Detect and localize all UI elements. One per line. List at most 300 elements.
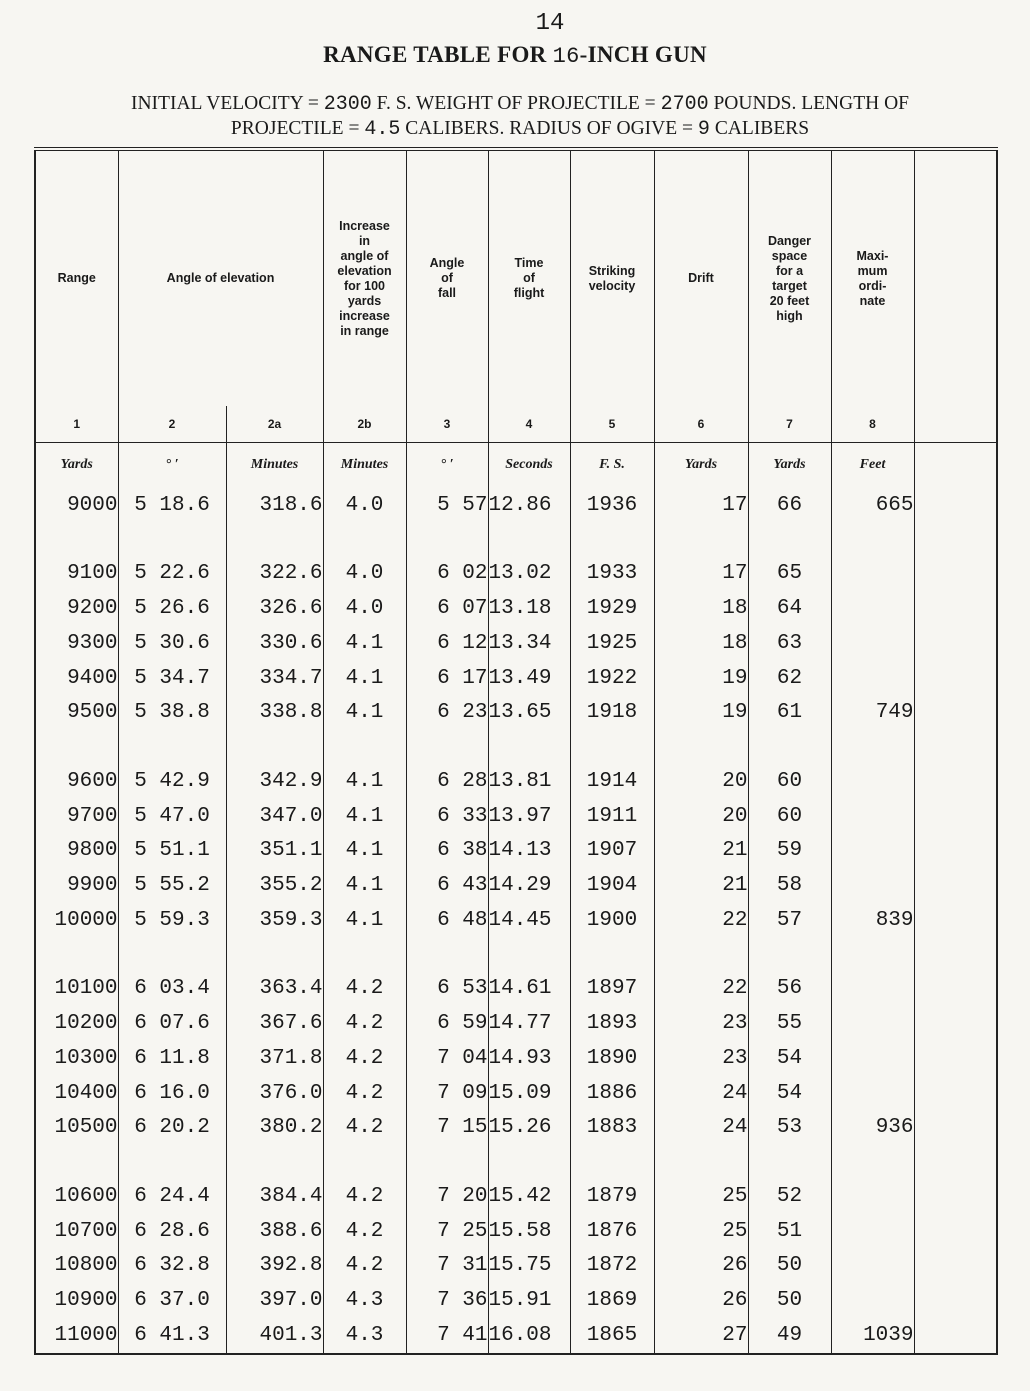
range-cell: 10400 [35,1076,118,1111]
header-increase-in-elevation: Increase in angle of elevation for 100 yards increase in range [323,149,406,406]
blank-cell [914,764,997,799]
spacer-row [35,1145,997,1179]
striking-velocity-cell: 1890 [570,1041,654,1076]
drift-cell: 21 [654,868,748,903]
subtitle-line-1 [40,92,1000,117]
subtitle-text: POUNDS. LENGTH OF [713,93,910,114]
time-of-flight-cell: 14.61 [488,971,570,1006]
drift-cell: 17 [654,556,748,591]
elevation-minutes-cell: 376.0 [226,1076,323,1111]
elevation-increase-cell: 4.0 [323,591,406,626]
table-body [35,443,997,1355]
drift-cell: 22 [654,903,748,938]
unit-blank [914,443,997,488]
danger-space-cell: 49 [748,1318,831,1354]
spacer-cell [570,523,654,557]
striking-velocity-cell: 1922 [570,661,654,696]
range-cell: 10600 [35,1179,118,1214]
elevation-increase-cell: 4.2 [323,1214,406,1249]
elevation-minutes-cell: 397.0 [226,1283,323,1318]
spacer-cell [406,523,488,557]
elevation-deg-min-cell: 6 24.4 [118,1179,226,1214]
column-number: 2b [323,406,406,443]
spacer-cell [831,938,914,972]
range-cell: 10500 [35,1110,118,1145]
striking-velocity-cell: 1925 [570,626,654,661]
spacer-cell [914,730,997,764]
striking-velocity-cell: 1869 [570,1283,654,1318]
blank-cell [914,1318,997,1354]
spacer-cell [570,938,654,972]
angle-of-fall-cell: 6 38 [406,833,488,868]
max-ordinate-cell: 936 [831,1110,914,1145]
range-cell: 10800 [35,1248,118,1283]
column-number: 8 [831,406,914,443]
elevation-minutes-cell: 384.4 [226,1179,323,1214]
elevation-deg-min-cell: 5 59.3 [118,903,226,938]
spacer-cell [654,523,748,557]
range-cell: 10100 [35,971,118,1006]
danger-space-cell: 50 [748,1248,831,1283]
striking-velocity-cell: 1918 [570,695,654,730]
elevation-minutes-cell: 355.2 [226,868,323,903]
drift-cell: 22 [654,971,748,1006]
spacer-cell [570,1145,654,1179]
time-of-flight-cell: 14.29 [488,868,570,903]
header-maximum-ordinate: Maxi- mum ordi- nate [831,149,914,406]
elevation-increase-cell: 4.2 [323,1041,406,1076]
striking-velocity-cell: 1865 [570,1318,654,1354]
striking-velocity-cell: 1886 [570,1076,654,1111]
unit-label: Seconds [488,443,570,488]
striking-velocity-cell: 1897 [570,971,654,1006]
danger-space-cell: 54 [748,1076,831,1111]
elevation-increase-cell: 4.2 [323,1076,406,1111]
header-row [35,149,997,406]
max-ordinate-cell [831,661,914,696]
ogive-radius-value: 9 [697,118,710,141]
page-number: 14 [535,10,565,37]
table-row [35,488,997,523]
max-ordinate-cell [831,1179,914,1214]
spacer-row [35,938,997,972]
range-cell: 10900 [35,1283,118,1318]
column-number: 4 [488,406,570,443]
spacer-cell [406,1145,488,1179]
range-table [34,147,998,1355]
drift-cell: 20 [654,799,748,834]
blank-cell [914,1041,997,1076]
projectile-length-value: 4.5 [364,118,401,141]
drift-cell: 20 [654,764,748,799]
elevation-increase-cell: 4.1 [323,833,406,868]
blank-cell [914,903,997,938]
angle-of-fall-cell: 6 23 [406,695,488,730]
drift-cell: 26 [654,1283,748,1318]
range-cell: 10700 [35,1214,118,1249]
blank-cell [914,1179,997,1214]
elevation-deg-min-cell: 6 37.0 [118,1283,226,1318]
danger-space-cell: 52 [748,1179,831,1214]
max-ordinate-cell [831,833,914,868]
elevation-deg-min-cell: 6 28.6 [118,1214,226,1249]
range-cell: 10300 [35,1041,118,1076]
danger-space-cell: 51 [748,1214,831,1249]
time-of-flight-cell: 14.45 [488,903,570,938]
angle-of-fall-cell: 7 20 [406,1179,488,1214]
elevation-deg-min-cell: 5 34.7 [118,661,226,696]
danger-space-cell: 60 [748,799,831,834]
danger-space-cell: 62 [748,661,831,696]
striking-velocity-cell: 1893 [570,1006,654,1041]
table-row [35,661,997,696]
time-of-flight-cell: 13.34 [488,626,570,661]
subtitle-text: CALIBERS [714,118,810,139]
unit-label: Minutes [226,443,323,488]
elevation-deg-min-cell: 6 32.8 [118,1248,226,1283]
blank-cell [914,626,997,661]
spacer-cell [35,938,118,972]
unit-label: ° ′ [118,443,226,488]
danger-space-cell: 59 [748,833,831,868]
max-ordinate-cell [831,971,914,1006]
spacer-cell [406,938,488,972]
striking-velocity-cell: 1936 [570,488,654,523]
blank-cell [914,1110,997,1145]
drift-cell: 19 [654,661,748,696]
table-row [35,1214,997,1249]
elevation-minutes-cell: 322.6 [226,556,323,591]
elevation-increase-cell: 4.0 [323,488,406,523]
spacer-cell [748,938,831,972]
striking-velocity-cell: 1900 [570,903,654,938]
time-of-flight-cell: 13.49 [488,661,570,696]
spacer-cell [226,938,323,972]
unit-label: ° ′ [406,443,488,488]
spacer-cell [748,1145,831,1179]
danger-space-cell: 63 [748,626,831,661]
elevation-deg-min-cell: 5 42.9 [118,764,226,799]
blank-cell [914,695,997,730]
drift-cell: 18 [654,591,748,626]
table-row [35,799,997,834]
angle-of-fall-cell: 6 43 [406,868,488,903]
blank-cell [914,1248,997,1283]
blank-cell [914,556,997,591]
elevation-deg-min-cell: 6 16.0 [118,1076,226,1111]
table-row [35,1179,997,1214]
elevation-deg-min-cell: 6 41.3 [118,1318,226,1354]
danger-space-cell: 60 [748,764,831,799]
drift-cell: 26 [654,1248,748,1283]
drift-cell: 19 [654,695,748,730]
drift-cell: 23 [654,1041,748,1076]
title-prefix: RANGE TABLE FOR [323,42,547,67]
danger-space-cell: 53 [748,1110,831,1145]
range-cell: 9500 [35,695,118,730]
max-ordinate-cell [831,591,914,626]
range-cell: 9300 [35,626,118,661]
elevation-increase-cell: 4.3 [323,1283,406,1318]
danger-space-cell: 58 [748,868,831,903]
elevation-minutes-cell: 330.6 [226,626,323,661]
spacer-cell [488,523,570,557]
unit-label: F. S. [570,443,654,488]
angle-of-fall-cell: 5 57 [406,488,488,523]
elevation-deg-min-cell: 5 51.1 [118,833,226,868]
elevation-minutes-cell: 380.2 [226,1110,323,1145]
elevation-minutes-cell: 359.3 [226,903,323,938]
max-ordinate-cell [831,626,914,661]
angle-of-fall-cell: 6 12 [406,626,488,661]
elevation-minutes-cell: 363.4 [226,971,323,1006]
elevation-minutes-cell: 326.6 [226,591,323,626]
table-row [35,868,997,903]
table-row [35,1076,997,1111]
max-ordinate-cell: 749 [831,695,914,730]
blank-cell [914,971,997,1006]
spacer-cell [831,523,914,557]
blank-cell [914,661,997,696]
striking-velocity-cell: 1904 [570,868,654,903]
spacer-cell [488,730,570,764]
drift-cell: 18 [654,626,748,661]
units-row [35,443,997,488]
elevation-deg-min-cell: 5 30.6 [118,626,226,661]
table-row [35,764,997,799]
column-number: 6 [654,406,748,443]
range-cell: 9900 [35,868,118,903]
spacer-cell [831,1145,914,1179]
header-angle-of-fall: Angle of fall [406,149,488,406]
initial-velocity-value: 2300 [323,93,372,116]
spacer-cell [914,938,997,972]
elevation-deg-min-cell: 5 18.6 [118,488,226,523]
range-cell: 9200 [35,591,118,626]
danger-space-cell: 66 [748,488,831,523]
header-striking-velocity: Striking velocity [570,149,654,406]
spacer-cell [118,730,226,764]
angle-of-fall-cell: 6 07 [406,591,488,626]
blank-cell [914,1076,997,1111]
range-cell: 9600 [35,764,118,799]
unit-label: Yards [748,443,831,488]
elevation-minutes-cell: 318.6 [226,488,323,523]
elevation-increase-cell: 4.2 [323,971,406,1006]
subtitle-text: PROJECTILE = [230,118,360,139]
elevation-increase-cell: 4.1 [323,799,406,834]
elevation-deg-min-cell: 5 38.8 [118,695,226,730]
time-of-flight-cell: 14.77 [488,1006,570,1041]
spacer-cell [323,730,406,764]
drift-cell: 21 [654,833,748,868]
elevation-deg-min-cell: 5 22.6 [118,556,226,591]
time-of-flight-cell: 16.08 [488,1318,570,1354]
spacer-cell [488,938,570,972]
elevation-increase-cell: 4.3 [323,1318,406,1354]
subtitle-line-2 [40,117,1000,142]
title-caliber: 16 [552,44,580,69]
spacer-cell [654,730,748,764]
elevation-increase-cell: 4.1 [323,661,406,696]
elevation-increase-cell: 4.2 [323,1179,406,1214]
spacer-cell [406,730,488,764]
title-suffix: -INCH GUN [579,42,707,67]
max-ordinate-cell: 1039 [831,1318,914,1354]
time-of-flight-cell: 15.91 [488,1283,570,1318]
unit-label: Yards [35,443,118,488]
elevation-minutes-cell: 367.6 [226,1006,323,1041]
max-ordinate-cell [831,1076,914,1111]
danger-space-cell: 64 [748,591,831,626]
table-row [35,1041,997,1076]
elevation-increase-cell: 4.1 [323,695,406,730]
angle-of-fall-cell: 6 02 [406,556,488,591]
elevation-increase-cell: 4.2 [323,1110,406,1145]
blank-cell [914,868,997,903]
danger-space-cell: 61 [748,695,831,730]
time-of-flight-cell: 15.75 [488,1248,570,1283]
elevation-deg-min-cell: 6 11.8 [118,1041,226,1076]
blank-cell [914,1283,997,1318]
striking-velocity-cell: 1876 [570,1214,654,1249]
max-ordinate-cell [831,764,914,799]
table-row [35,1283,997,1318]
elevation-minutes-cell: 334.7 [226,661,323,696]
elevation-minutes-cell: 347.0 [226,799,323,834]
spacer-cell [226,1145,323,1179]
angle-of-fall-cell: 6 17 [406,661,488,696]
angle-of-fall-cell: 6 33 [406,799,488,834]
column-number: 2 [118,406,226,443]
spacer-cell [748,523,831,557]
spacer-row [35,523,997,557]
angle-of-fall-cell: 7 09 [406,1076,488,1111]
elevation-deg-min-cell: 5 26.6 [118,591,226,626]
blank-cell [914,833,997,868]
table-row [35,695,997,730]
elevation-deg-min-cell: 5 47.0 [118,799,226,834]
spacer-cell [35,730,118,764]
spacer-cell [35,1145,118,1179]
header-range: Range [35,149,118,406]
max-ordinate-cell: 839 [831,903,914,938]
danger-space-cell: 55 [748,1006,831,1041]
angle-of-fall-cell: 7 04 [406,1041,488,1076]
drift-cell: 25 [654,1214,748,1249]
page-title [0,42,1030,69]
striking-velocity-cell: 1914 [570,764,654,799]
spacer-cell [488,1145,570,1179]
subtitle-text: F. S. WEIGHT OF PROJECTILE = [376,93,656,114]
spacer-cell [118,523,226,557]
header-angle-of-elevation: Angle of elevation [118,149,323,406]
spacer-cell [35,523,118,557]
range-cell: 9000 [35,488,118,523]
time-of-flight-cell: 13.81 [488,764,570,799]
danger-space-cell: 54 [748,1041,831,1076]
range-cell: 9100 [35,556,118,591]
angle-of-fall-cell: 6 48 [406,903,488,938]
table-row [35,903,997,938]
elevation-increase-cell: 4.1 [323,764,406,799]
column-number-row [35,406,997,443]
angle-of-fall-cell: 7 31 [406,1248,488,1283]
time-of-flight-cell: 12.86 [488,488,570,523]
angle-of-fall-cell: 7 36 [406,1283,488,1318]
elevation-deg-min-cell: 6 07.6 [118,1006,226,1041]
drift-cell: 24 [654,1110,748,1145]
table-row [35,1248,997,1283]
max-ordinate-cell [831,1041,914,1076]
max-ordinate-cell [831,799,914,834]
header-danger-space: Danger space for a target 20 feet high [748,149,831,406]
table-row [35,1006,997,1041]
blank-cell [914,1006,997,1041]
elevation-minutes-cell: 401.3 [226,1318,323,1354]
striking-velocity-cell: 1933 [570,556,654,591]
striking-velocity-cell: 1879 [570,1179,654,1214]
range-cell: 11000 [35,1318,118,1354]
time-of-flight-cell: 15.26 [488,1110,570,1145]
danger-space-cell: 65 [748,556,831,591]
column-number: 7 [748,406,831,443]
time-of-flight-cell: 15.09 [488,1076,570,1111]
elevation-minutes-cell: 371.8 [226,1041,323,1076]
max-ordinate-cell [831,556,914,591]
table-row [35,1110,997,1145]
range-cell: 10000 [35,903,118,938]
column-number: 5 [570,406,654,443]
drift-cell: 27 [654,1318,748,1354]
time-of-flight-cell: 14.13 [488,833,570,868]
spacer-cell [654,1145,748,1179]
blank-cell [914,488,997,523]
subtitle-text: CALIBERS. RADIUS OF OGIVE = [405,118,694,139]
blank-cell [914,1214,997,1249]
max-ordinate-cell [831,1248,914,1283]
spacer-cell [831,730,914,764]
drift-cell: 23 [654,1006,748,1041]
angle-of-fall-cell: 7 25 [406,1214,488,1249]
max-ordinate-cell [831,1006,914,1041]
elevation-increase-cell: 4.1 [323,903,406,938]
danger-space-cell: 50 [748,1283,831,1318]
spacer-cell [654,938,748,972]
time-of-flight-cell: 14.93 [488,1041,570,1076]
unit-label: Feet [831,443,914,488]
striking-velocity-cell: 1883 [570,1110,654,1145]
max-ordinate-cell [831,1283,914,1318]
table-row [35,591,997,626]
time-of-flight-cell: 13.02 [488,556,570,591]
projectile-weight-value: 2700 [660,93,709,116]
elevation-deg-min-cell: 6 20.2 [118,1110,226,1145]
spacer-cell [226,730,323,764]
max-ordinate-cell [831,1214,914,1249]
striking-velocity-cell: 1929 [570,591,654,626]
time-of-flight-cell: 13.18 [488,591,570,626]
striking-velocity-cell: 1911 [570,799,654,834]
time-of-flight-cell: 13.97 [488,799,570,834]
range-cell: 9700 [35,799,118,834]
blank-cell [914,799,997,834]
header-time-of-flight: Time of flight [488,149,570,406]
range-cell: 9400 [35,661,118,696]
spacer-cell [323,523,406,557]
drift-cell: 17 [654,488,748,523]
column-number: 2a [226,406,323,443]
